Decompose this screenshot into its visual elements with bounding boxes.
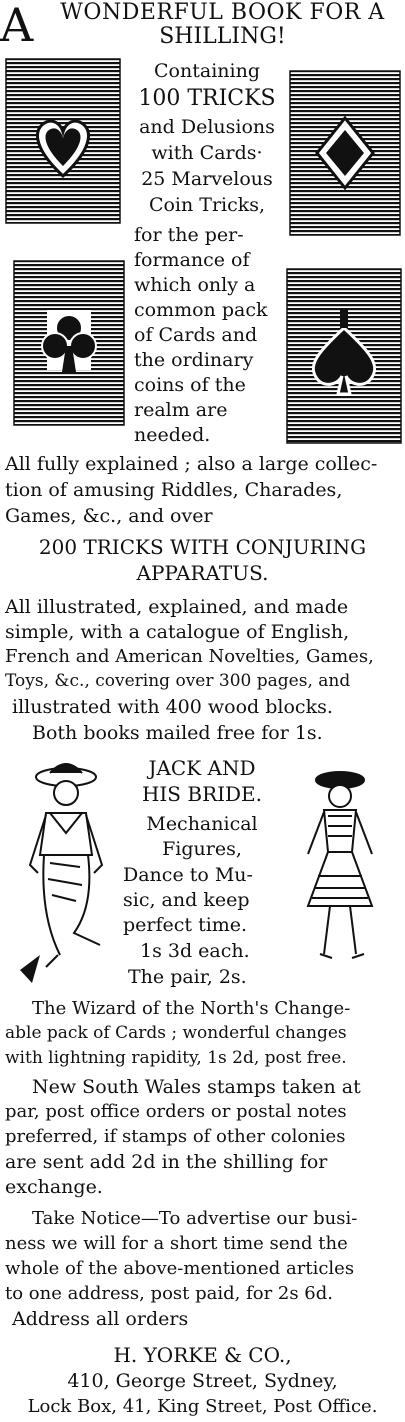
cards-text-line: common pack [134, 299, 268, 321]
jack-text-line: sic, and keep [123, 889, 250, 911]
cards-text-line: Coin Tricks, [148, 194, 266, 216]
para4-line: exchange. [5, 1176, 103, 1198]
subhead-line1: 200 TRICKS WITH CONJURING [38, 535, 367, 559]
para2-line: All illustrated, explained, and made [5, 596, 349, 618]
cards-text-line: Containing [154, 60, 260, 82]
cards-text-line: formance of [134, 249, 250, 271]
cards-text-line: needed. [134, 424, 211, 446]
cards-text-line: and Delusions [139, 116, 275, 138]
diamond-card-illustration [289, 70, 401, 236]
jack-text-line: 1s 3d each. [140, 940, 250, 962]
bride-figure-illustration [290, 766, 390, 966]
headline-line2: SHILLING! [159, 24, 286, 49]
club-card-illustration [13, 260, 125, 426]
cards-text-line: 25 Marvelous [141, 168, 273, 190]
jack-title-line2: HIS BRIDE. [141, 782, 263, 806]
subhead-line2: APPARATUS. [136, 561, 269, 585]
para2-line: illustrated with 400 wood blocks. [12, 696, 333, 718]
jack-title-line1: JACK AND [148, 756, 256, 780]
para4-line: are sent add 2d in the shilling for [5, 1151, 328, 1173]
para4-line: New South Wales stamps taken at [32, 1076, 361, 1098]
drop-cap: A [0, 0, 34, 52]
para1-line: All fully explained ; also a large collec- [5, 453, 378, 475]
cards-text-line: with Cards· [151, 142, 263, 164]
para4-line: par, post office orders or postal notes [5, 1101, 347, 1122]
para5-line: Take Notice—To advertise our busi- [32, 1208, 358, 1229]
both-books: Both books mailed free for 1s. [32, 722, 323, 744]
club-icon [42, 310, 96, 372]
cards-text-line: coins of the [134, 374, 246, 396]
heart-card-illustration [5, 58, 121, 224]
address-line2: Lock Box, 41, King Street, Post Office. [27, 1396, 378, 1417]
jack-text-line: The pair, 2s. [128, 966, 247, 988]
para1-line: Games, &c., and over [5, 505, 213, 527]
cards-text-line: of Cards and [134, 324, 258, 346]
para5-line: Address all orders [12, 1308, 189, 1330]
para3-line: with lightning rapidity, 1s 2d, post free. [5, 1048, 347, 1068]
cards-text-line: for the per- [134, 224, 244, 246]
jack-text-line: Mechanical [146, 813, 258, 835]
cards-text-line: which only a [134, 274, 256, 296]
cards-text-line: the ordinary [134, 349, 254, 371]
firm-name: H. YORKE & CO., [113, 1343, 292, 1367]
jack-figure-illustration [10, 755, 120, 987]
spade-card-illustration [286, 268, 402, 444]
address-line1: 410, George Street, Sydney, [67, 1370, 338, 1392]
para3-line: The Wizard of the North's Change- [32, 998, 351, 1019]
cards-text-line: 100 TRICKS [138, 86, 276, 111]
jack-text-line: perfect time. [123, 914, 248, 936]
para3-line: able pack of Cards ; wonderful changes [5, 1023, 347, 1043]
cards-text-line: realm are [134, 399, 228, 421]
para2-line: Toys, &c., covering over 300 pages, and [5, 671, 351, 691]
para1-line: tion of amusing Riddles, Charades, [5, 479, 343, 501]
headline-line1: WONDERFUL BOOK FOR A [60, 0, 385, 25]
para5-line: to one address, post paid, for 2s 6d. [5, 1283, 334, 1304]
jack-text-line: Dance to Mu- [123, 864, 253, 886]
jack-text-line: Figures, [162, 838, 242, 860]
para4-line: preferred, if stamps of other colonies [5, 1126, 346, 1147]
para5-line: whole of the above-mentioned articles [5, 1258, 355, 1279]
para5-line: ness we will for a short time send the [5, 1233, 348, 1254]
para2-line: French and American Novelties, Games, [5, 646, 374, 667]
para2-line: simple, with a catalogue of English, [5, 621, 350, 643]
